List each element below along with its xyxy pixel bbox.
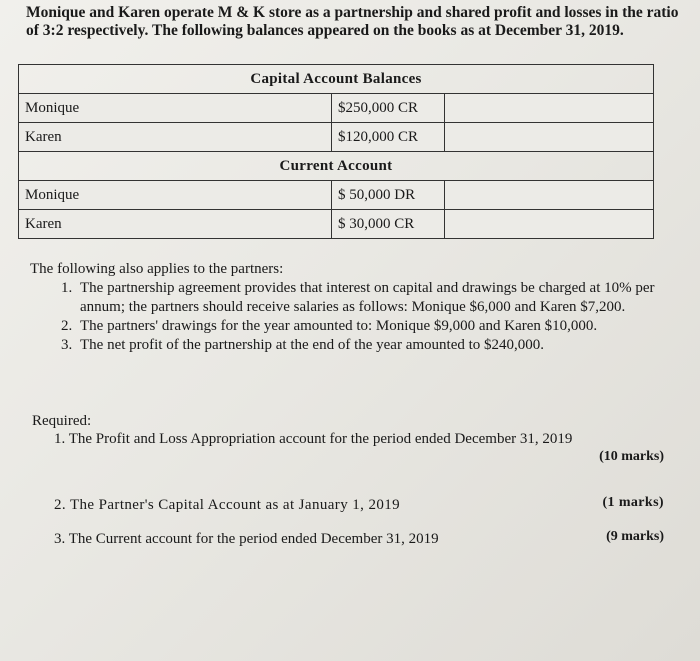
intro-paragraph: [26, 4, 686, 40]
applies-section: [30, 260, 670, 355]
capital-name: Karen: [19, 123, 332, 152]
capital-heading: Capital Account Balances: [19, 65, 654, 94]
intro-line-1: Monique and Karen operate M & K store as a partnership and shared profit and losses in the ratio: [26, 4, 679, 21]
balances-table: [18, 64, 654, 239]
required-marks: (9 marks): [606, 529, 664, 544]
list-item: 1. The partnership agreement provides that interest on capital and drawings be charged at 10% per annum; the partners should receive salaries as follows: Monique $6,000 and Karen $7,200.: [76, 279, 670, 317]
required-item-3: [54, 530, 662, 554]
intro-line-2: of 3:2 respectively. The following balances appeared on the books as at December 31, 2019.: [26, 22, 624, 39]
capital-amount: $250,000 CR: [332, 94, 445, 123]
current-name: Monique: [19, 181, 332, 210]
required-text: The Current account for the period ended December 31, 2019: [68, 531, 439, 547]
capital-amount: $120,000 CR: [332, 123, 445, 152]
required-num: 3.: [54, 531, 66, 547]
capital-name: Monique: [19, 94, 332, 123]
list-item: 2. The partners' drawings for the year amounted to: Monique $9,000 and Karen $10,000.: [76, 317, 670, 336]
required-marks: (1 marks): [602, 495, 664, 510]
current-name: Karen: [19, 210, 332, 239]
required-item-1: [54, 430, 662, 468]
required-heading: Required:: [32, 413, 92, 429]
current-amount: $ 30,000 CR: [332, 210, 445, 239]
current-amount: $ 50,000 DR: [332, 181, 445, 210]
list-item: 3. The net profit of the partnership at the end of the year amounted to $240,000.: [76, 336, 670, 355]
current-row-monique: [19, 181, 654, 210]
capital-row-karen: [19, 123, 654, 152]
required-section: [32, 412, 662, 554]
applies-heading: The following also applies to the partners:: [30, 261, 284, 277]
required-num: 1.: [54, 431, 66, 447]
required-num: 2.: [54, 497, 67, 513]
required-text: The Partner's Capital Account as at January 1, 2019: [69, 497, 401, 513]
capital-row-monique: [19, 94, 654, 123]
required-marks: (10 marks): [599, 449, 664, 464]
applies-list: [30, 279, 670, 355]
required-item-2: [54, 496, 662, 526]
current-row-karen: [19, 210, 654, 239]
required-text: The Profit and Loss Appropriation account for the period ended December 31, 2019: [68, 431, 573, 447]
current-heading: Current Account: [19, 152, 654, 181]
